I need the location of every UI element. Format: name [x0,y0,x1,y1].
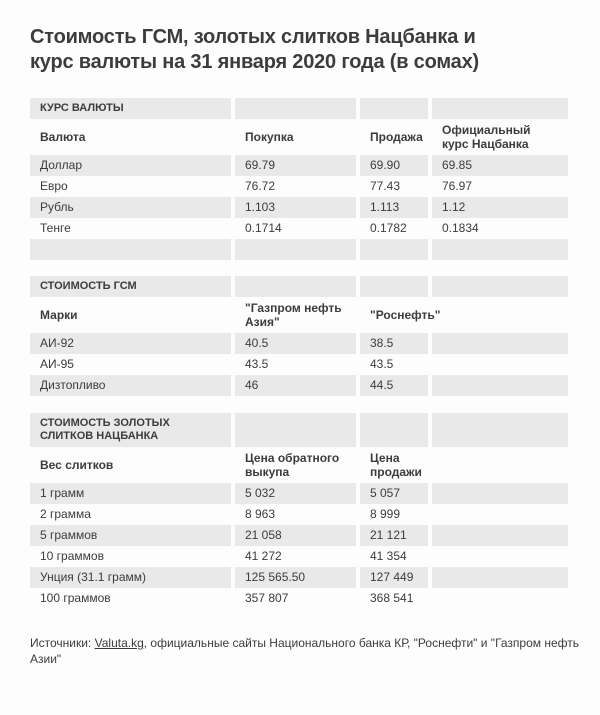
cell [233,239,358,260]
section-header-spacer [430,276,568,297]
cell: 368 541 [358,588,430,609]
fuel-table [30,276,568,396]
cell: 43.5 [358,354,430,375]
cell: Доллар [30,155,233,176]
cell: 44.5 [358,375,430,396]
gold-column-header-row [30,447,568,483]
column-header-gazprom: "Газпром нефть Азия" [233,297,358,333]
table-row-euro [30,176,568,197]
cell: АИ-95 [40,357,74,371]
cell: 0.1714 [233,218,358,239]
cell [430,504,568,525]
cell [430,354,568,375]
section-header-gold: СТОИМОСТЬ ЗОЛОТЫХ СЛИТКОВ НАЦБАНКА [30,413,233,447]
table-row-ounce [30,567,568,588]
cell: 8 999 [358,504,430,525]
column-header-currency: Валюта [40,130,86,144]
column-header-spacer [430,447,568,483]
cell: 77.43 [358,176,430,197]
cell: 1.12 [430,197,568,218]
cell: 21 058 [233,525,358,546]
sources-suffix: , официальные сайты Национального банка КР, "Роснефти" и "Газпром нефть Азии" [30,636,580,666]
table-row-100g [30,588,568,609]
section-header-spacer [233,413,358,447]
cell: 69.85 [430,155,568,176]
cell [430,567,568,588]
table-row-dollar [30,155,568,176]
cell: 38.5 [358,333,430,354]
cell: 5 граммов [30,525,233,546]
page-title-line-1: Стоимость ГСМ, золотых слитков Нацбанка и [30,26,476,48]
table-row-ai92 [30,333,568,354]
cell: 43.5 [233,354,358,375]
cell [430,239,568,260]
column-header-sale-price: Цена продажи [358,447,430,483]
page-title-line-2: курс валюты на 31 января 2020 года (в сомах) [30,51,479,73]
sources-note [30,635,592,667]
cell: 41 354 [358,546,430,567]
cell: 100 граммов [40,591,111,605]
column-header-brand: Марки [40,308,78,322]
cell: 21 121 [358,525,430,546]
section-header-currency: КУРС ВАЛЮТЫ [30,98,233,119]
section-header-spacer [358,413,430,447]
sources-prefix: Источники: [30,636,95,650]
cell: 5 057 [358,483,430,504]
page-title [30,25,572,75]
currency-column-header-row [30,119,568,155]
cell: 76.72 [233,176,358,197]
cell: 1.113 [358,197,430,218]
section-header-spacer [233,276,358,297]
valuta-kg-link[interactable]: Valuta.kg [94,636,144,650]
column-header-weight: Вес слитков [40,458,114,472]
cell: 41 272 [233,546,358,567]
table-row-ruble [30,197,568,218]
cell: Тенге [40,221,71,235]
table-row-5g [30,525,568,546]
column-header-official-rate: Официальный курс Нацбанка [430,119,568,155]
cell: 5 032 [233,483,358,504]
column-header-rosneft: "Роснефть" [358,297,430,333]
cell: 1 грамм [30,483,233,504]
table-row-1g [30,483,568,504]
table-row-diesel [30,375,568,396]
section-header-spacer [430,98,568,119]
fuel-section-row [30,276,568,297]
cell: 46 [233,375,358,396]
cell: 0.1782 [358,218,430,239]
column-header-buy: Покупка [233,119,358,155]
cell [430,483,568,504]
cell [430,333,568,354]
cell [430,588,568,609]
table-row-empty [30,239,568,260]
cell: 10 граммов [40,549,104,563]
cell: Унция (31.1 грамм) [30,567,233,588]
cell: Дизтопливо [30,375,233,396]
table-row-2g [30,504,568,525]
currency-table [30,98,568,260]
cell: 1.103 [233,197,358,218]
section-header-spacer [233,98,358,119]
currency-section-row [30,98,568,119]
table-row-ai95 [30,354,568,375]
cell: 127 449 [358,567,430,588]
section-header-fuel: СТОИМОСТЬ ГСМ [30,276,233,297]
fuel-column-header-row [30,297,568,333]
cell: 76.97 [430,176,568,197]
cell [358,239,430,260]
cell: 2 грамма [40,507,91,521]
section-header-spacer [358,98,430,119]
column-header-spacer [430,297,568,333]
cell [30,239,233,260]
cell: Евро [40,179,68,193]
cell: АИ-92 [30,333,233,354]
cell: 357 807 [233,588,358,609]
cell: 125 565.50 [233,567,358,588]
cell: 69.79 [233,155,358,176]
gold-table [30,413,568,609]
cell: 69.90 [358,155,430,176]
cell [430,546,568,567]
table-row-tenge [30,218,568,239]
table-row-10g [30,546,568,567]
column-header-buyback-price: Цена обратного выкупа [233,447,358,483]
cell: 40.5 [233,333,358,354]
gold-section-row [30,413,568,447]
cell [430,375,568,396]
section-header-spacer [430,413,568,447]
section-header-spacer [358,276,430,297]
cell: 8 963 [233,504,358,525]
cell [430,525,568,546]
column-header-sell: Продажа [358,119,430,155]
cell: 0.1834 [430,218,568,239]
cell: Рубль [30,197,233,218]
